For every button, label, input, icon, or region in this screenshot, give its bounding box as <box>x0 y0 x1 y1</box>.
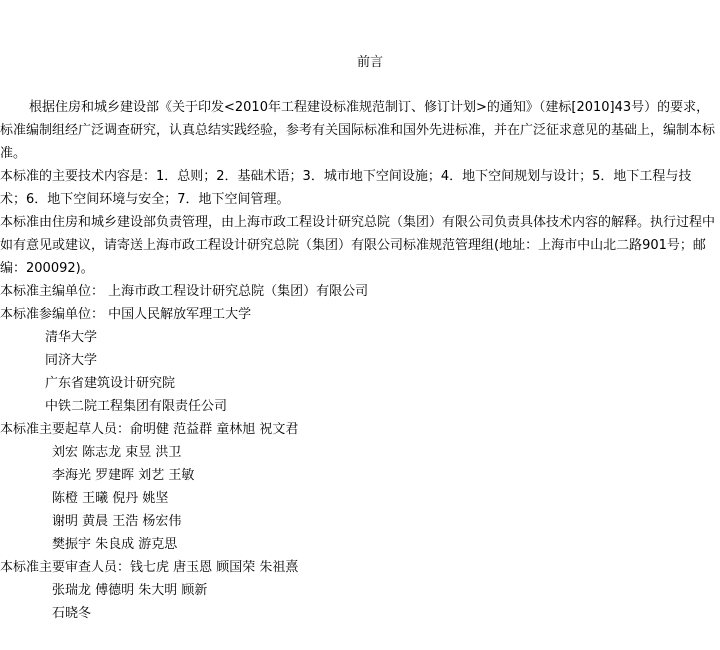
page-title: 前言 <box>356 55 383 70</box>
drafters-heading: 本标准主要起草人员：俞明健 范益群 童林旭 祝文君 <box>0 422 299 437</box>
technical-content-paragraph: 本标准的主要技术内容是：1．总则；2．基础术语；3．城市地下空间设施；4．地下空间规划与设计；5．地下工程与技术；6．地下空间环境与安全；7．地下空间管理。 <box>0 169 692 207</box>
drafters-line: 陈橙 王曦 倪丹 姚坚 <box>52 491 169 506</box>
intro-paragraph: 根据住房和城乡建设部《关于印发<2010年工程建设标准规范制订、修订计划>的通知》（建标[2010]43号）的要求，标准编制组经广泛调查研究，认真总结实践经验，参考有关国际标准和国外先进标准，并在广泛征求意见的基础上，编制本标准。 <box>0 100 716 161</box>
participating-units-heading: 本标准参编单位： 中国人民解放军理工大学 <box>0 307 252 322</box>
drafters-line: 谢明 黄晨 王浩 杨宏伟 <box>52 514 182 529</box>
management-paragraph: 本标准由住房和城乡建设部负责管理，由上海市政工程设计研究总院（集团）有限公司负责具体技术内容的解释。执行过程中如有意见或建议，请寄送上海市政工程设计研究总院（集团）有限公司标准规范管理组(地址：上海市中山北二路901号；邮编：200092)。 <box>0 215 716 276</box>
participating-unit: 清华大学 <box>45 330 98 345</box>
reviewers-heading: 本标准主要审查人员：钱七虎 唐玉恩 顾国荣 朱祖熹 <box>0 560 299 575</box>
reviewers-line: 石晓冬 <box>52 606 92 621</box>
participating-unit: 广东省建筑设计研究院 <box>45 376 176 391</box>
drafters-line: 刘宏 陈志龙 束昱 洪卫 <box>52 445 182 460</box>
drafters-line: 李海光 罗建晖 刘艺 王敏 <box>52 468 195 483</box>
drafters-line: 樊振宇 朱良成 游克思 <box>52 537 178 552</box>
participating-unit: 同济大学 <box>45 353 98 368</box>
chief-unit-line: 本标准主编单位： 上海市政工程设计研究总院（集团）有限公司 <box>0 284 369 299</box>
reviewers-line: 张瑞龙 傅德明 朱大明 顾新 <box>52 583 208 598</box>
participating-unit: 中铁二院工程集团有限责任公司 <box>45 399 228 414</box>
